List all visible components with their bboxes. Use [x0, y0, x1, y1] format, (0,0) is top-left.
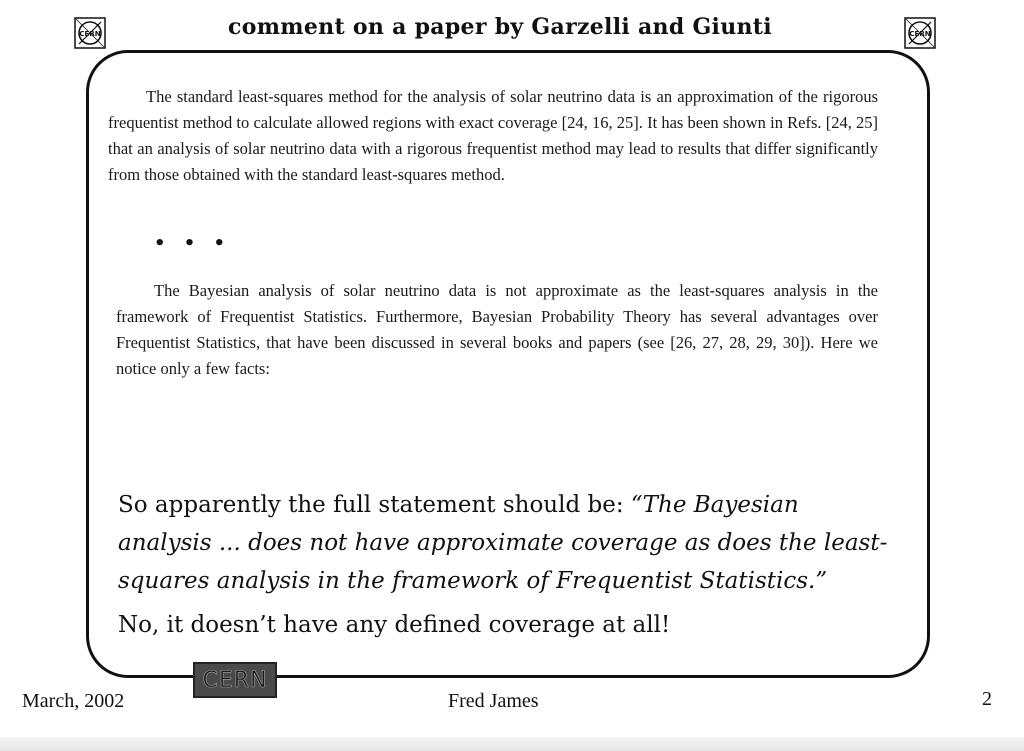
quoted-paragraph-1	[108, 84, 878, 188]
svg-text:CERN: CERN	[909, 30, 931, 38]
quoted-paragraph-1-text: The standard least-squares method for the analysis of solar neutrino data is an approximation of the rigorous frequentist method to calculate allowed regions with exact coverage [24, 16, 25]. It has been shown in Refs. [24, 25] that an analysis of solar neutrino data with a rigorous frequentist method may lead to results that differ significantly from those obtained with the standard least-squares method.	[108, 87, 878, 184]
cern-badge	[193, 662, 277, 698]
page-number: 2	[982, 688, 992, 710]
footer-date: March, 2002	[22, 690, 125, 712]
cern-badge-label: CERN	[202, 667, 268, 693]
ellipsis-dots: • • •	[154, 233, 232, 254]
page-bottom-shadow	[0, 737, 1024, 751]
svg-text:CERN: CERN	[79, 30, 101, 38]
footer-author: Fred James	[448, 690, 539, 712]
author-comment	[118, 486, 898, 644]
comment-conclusion: No, it doesn’t have any defined coverage at all!	[118, 612, 671, 638]
cern-logo-right	[904, 17, 936, 49]
quoted-paragraph-2	[116, 278, 878, 382]
comment-statement	[118, 486, 898, 600]
cern-logo-icon	[904, 17, 936, 49]
comment-quote: “The Bayesian analysis ... does not have approximate coverage as does the least-squares analysis in the framework of Frequentist Statistics.”	[118, 492, 888, 594]
slide-title: comment on a paper by Garzelli and Giunti	[228, 14, 772, 40]
cern-logo-left	[74, 17, 106, 49]
quoted-paragraph-2-text: The Bayesian analysis of solar neutrino data is not approximate as the least-squares analysis in the framework of Frequentist Statistics. Furthermore, Bayesian Probability Theory has several advantages over Frequentist Statistics, that have been discussed in several books and papers (see [26, 27, 28, 29, 30]). Here we notice only a few facts:	[116, 281, 878, 378]
cern-logo-icon	[74, 17, 106, 49]
comment-intro: So apparently the full statement should be:	[118, 492, 631, 518]
